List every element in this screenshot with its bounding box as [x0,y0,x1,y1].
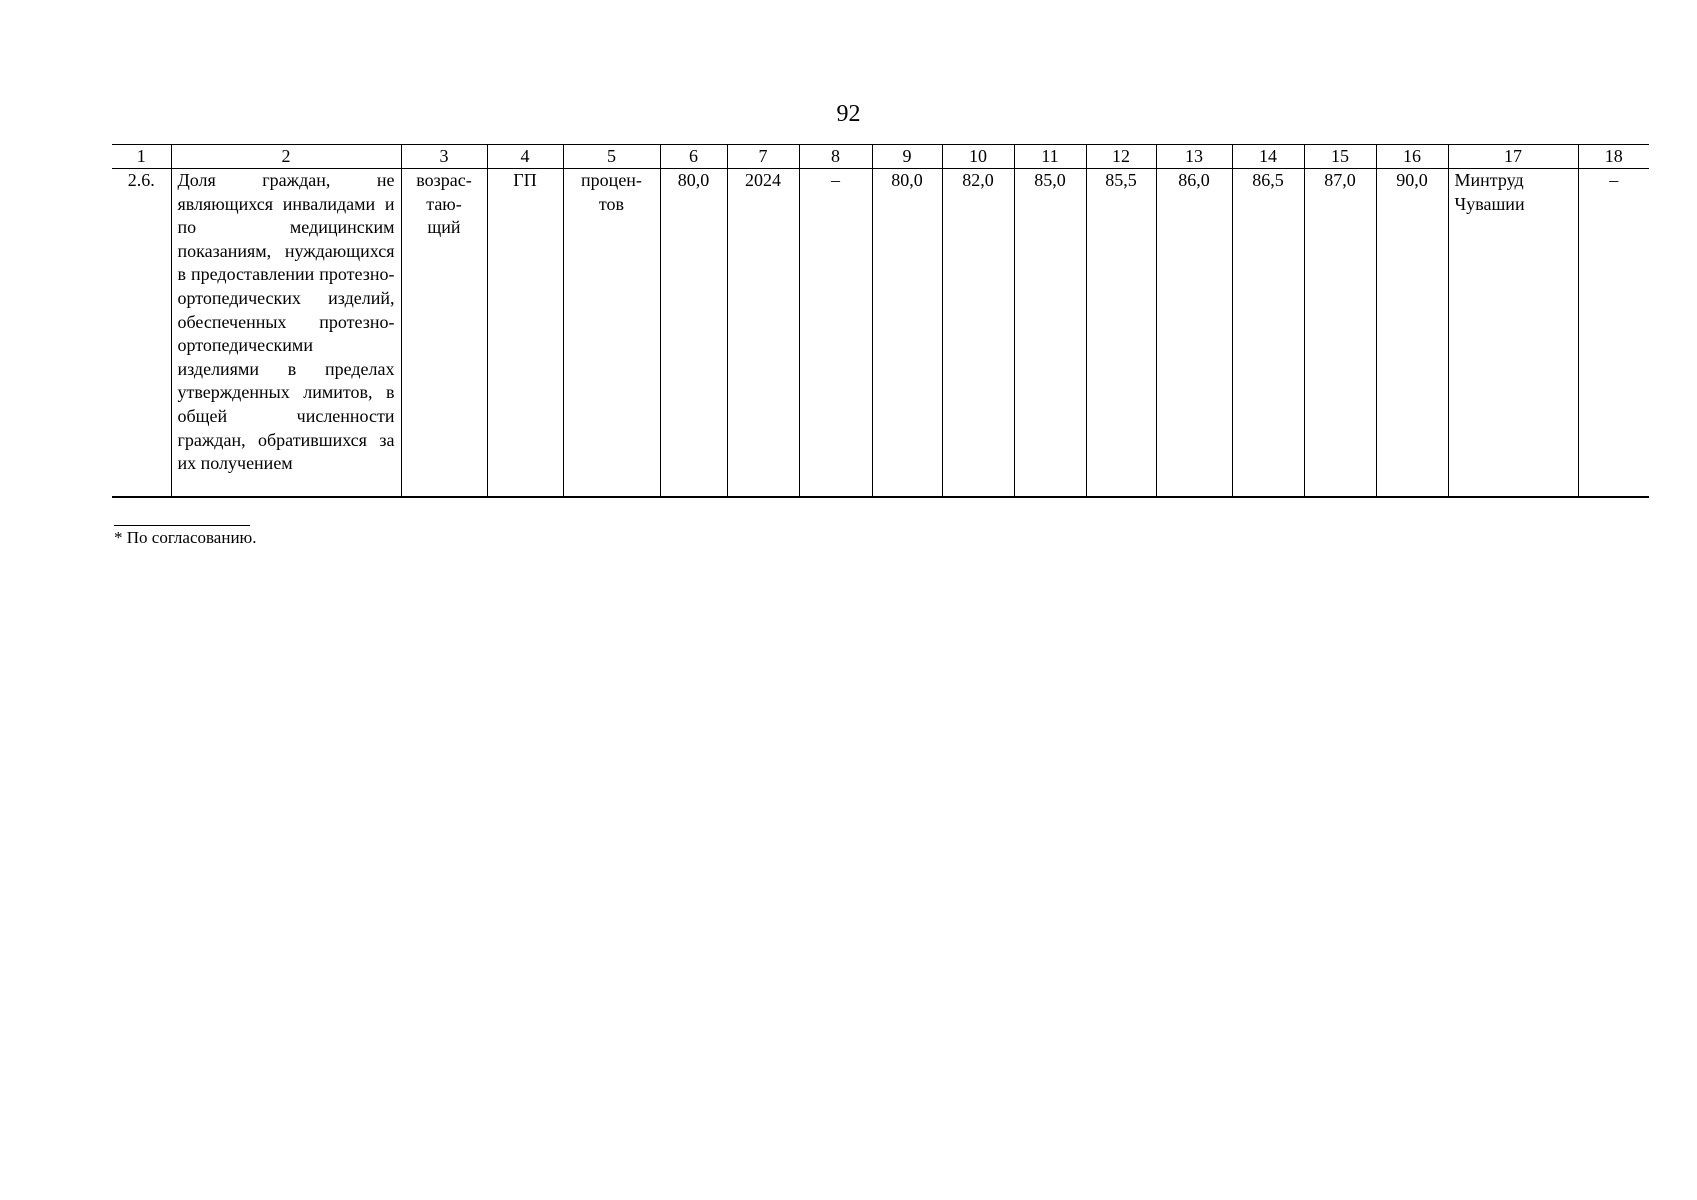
header-cell: 17 [1448,145,1578,169]
header-cell: 14 [1232,145,1304,169]
table-header-row [112,145,1649,169]
level-cell: ГП [487,169,563,498]
unit-cell: процен- тов [563,169,660,498]
header-cell: 15 [1304,145,1376,169]
value-cell: 85,0 [1014,169,1086,498]
header-cell: 3 [401,145,487,169]
header-cell: 12 [1086,145,1156,169]
responsible-cell: Минтруд Чувашии [1448,169,1578,498]
dash-cell: – [1578,169,1649,498]
table-row [112,169,1649,498]
header-cell: 1 [112,145,171,169]
row-number: 2.6. [112,169,171,498]
value-cell: 90,0 [1376,169,1448,498]
dash-cell: – [799,169,872,498]
trend-cell: возрас- таю- щий [401,169,487,498]
indicators-table [112,144,1649,498]
value-cell: 87,0 [1304,169,1376,498]
header-cell: 5 [563,145,660,169]
header-cell: 16 [1376,145,1448,169]
header-cell: 13 [1156,145,1232,169]
value-cell: 80,0 [872,169,942,498]
page-number: 92 [836,101,861,127]
header-cell: 18 [1578,145,1649,169]
footnote: * По согласованию. [114,528,257,547]
base-year-cell: 2024 [727,169,799,498]
header-cell: 2 [171,145,401,169]
header-cell: 7 [727,145,799,169]
value-cell: 86,5 [1232,169,1304,498]
value-cell: 86,0 [1156,169,1232,498]
header-cell: 9 [872,145,942,169]
header-cell: 10 [942,145,1014,169]
base-value-cell: 80,0 [660,169,727,498]
header-cell: 6 [660,145,727,169]
value-cell: 85,5 [1086,169,1156,498]
value-cell: 82,0 [942,169,1014,498]
indicator-description: Доля граждан, не являющихся инвалидами и по медицинским показаниям, нуждающихся в предоставлении протезно-ортопедических изделий, обеспеченных протезно-ортопедическими изделиями в пределах утвержденных лимитов, в общей численности граждан, обратившихся за их получением [171,169,401,498]
header-cell: 8 [799,145,872,169]
header-cell: 4 [487,145,563,169]
footnote-divider [114,525,250,526]
header-cell: 11 [1014,145,1086,169]
